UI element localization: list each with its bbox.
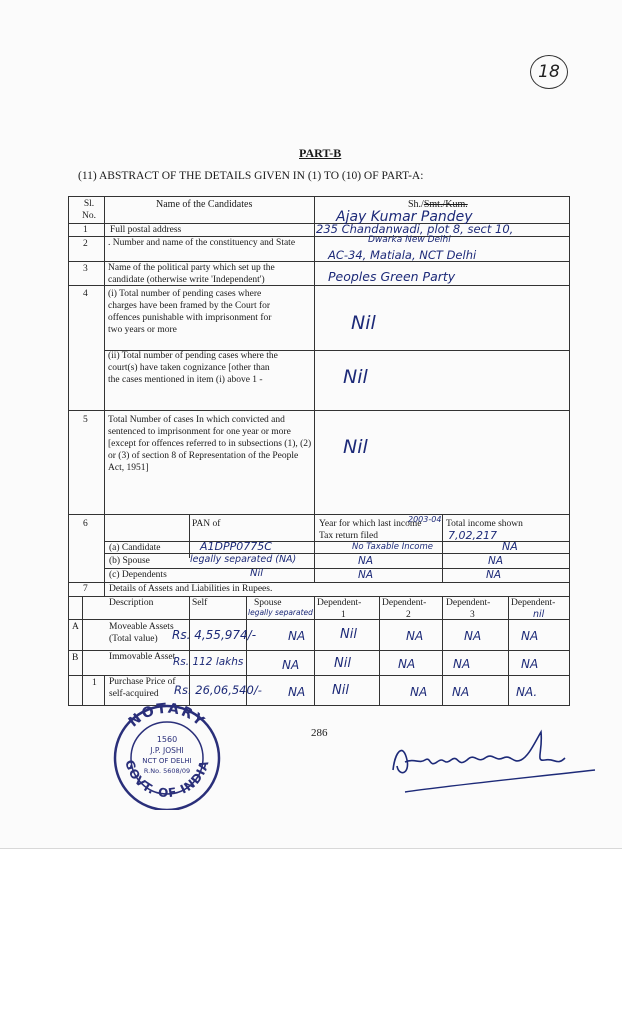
dependent-3-header: Dependent- 3 bbox=[446, 598, 491, 620]
moveable-assets-label: Moveable Assets (Total value) bbox=[109, 622, 174, 644]
purchase-dep2: NA bbox=[410, 685, 428, 699]
year-return-handwritten: 2003-04 bbox=[408, 515, 442, 524]
spouse-year: NA bbox=[358, 555, 374, 567]
assets-liabilities-label: Details of Assets and Liabilities in Rupees. bbox=[109, 584, 273, 594]
dependents-label: (c) Dependents bbox=[109, 570, 167, 580]
immovable-dep4: NA bbox=[521, 657, 539, 671]
notary-stamp bbox=[108, 700, 226, 810]
candidate-pan: A1DPP0775C bbox=[200, 540, 272, 553]
moveable-dep1: Nil bbox=[340, 627, 357, 642]
moveable-dep4: NA bbox=[521, 629, 539, 643]
postal-address-value: 235 Chandanwadi, plot 8, sect 10, bbox=[316, 222, 514, 236]
stamp-number: 1560 bbox=[156, 735, 178, 744]
spouse-header-note: legally separated bbox=[248, 608, 313, 617]
spouse-income: NA bbox=[488, 555, 504, 567]
row-b1-number: 1 bbox=[92, 678, 97, 688]
constituency-label: . Number and name of the constituency and State bbox=[108, 238, 296, 248]
candidate-label: (a) Candidate bbox=[109, 543, 161, 553]
title-header: Sh./Smt./Kum. bbox=[408, 199, 468, 210]
pan-header: PAN of bbox=[192, 519, 221, 529]
immovable-dep2: NA bbox=[398, 657, 416, 671]
purchase-spouse: NA bbox=[288, 685, 306, 699]
purchase-price-label: Purchase Price of self-acquired bbox=[109, 677, 176, 699]
purchase-dep4: NA. bbox=[516, 685, 538, 699]
total-income-handwritten: 7,02,217 bbox=[448, 529, 497, 542]
row-7-number: 7 bbox=[83, 584, 88, 594]
candidate-year: No Taxable Income bbox=[352, 542, 433, 552]
full-postal-address-label: Full postal address bbox=[110, 225, 182, 235]
stamp-line-2: NCT OF DELHI bbox=[142, 757, 192, 765]
stamp-bottom-text: GOVT. OF INDIA bbox=[122, 758, 212, 801]
page-mark: 18 bbox=[530, 55, 568, 89]
description-header: Description bbox=[109, 598, 154, 608]
moveable-dep2: NA bbox=[406, 629, 424, 643]
pending-cases-i-value: Nil bbox=[351, 312, 376, 334]
moveable-dep3: NA bbox=[464, 629, 482, 643]
year-return-header: Year for which last income Tax return filed bbox=[319, 519, 422, 541]
row-4-number: 4 bbox=[83, 289, 88, 299]
stamp-line-3: R.No. 5608/09 bbox=[143, 767, 191, 775]
part-title: PART-B bbox=[299, 146, 342, 160]
spouse-pan: legally separated (NA) bbox=[190, 554, 297, 565]
row-5-number: 5 bbox=[83, 415, 88, 425]
candidate-income: NA bbox=[502, 540, 518, 553]
stamp-line-1: J.P. JOSHI bbox=[150, 746, 184, 755]
moveable-self: Rs. 4,55,974/- bbox=[172, 628, 257, 642]
pending-cases-ii-label: (ii) Total number of pending cases where the court(s) have taken cognizance [other than the cases mentioned in item (i) above 1 - bbox=[108, 351, 278, 385]
party-value: Peoples Green Party bbox=[328, 269, 456, 284]
pending-cases-ii-value: Nil bbox=[343, 366, 368, 388]
immovable-spouse: NA bbox=[282, 658, 300, 672]
dependents-income: NA bbox=[486, 569, 502, 581]
purchase-dep3: NA bbox=[452, 685, 470, 699]
row-1-number: 1 bbox=[83, 225, 88, 235]
immovable-dep3: NA bbox=[453, 657, 471, 671]
dependent-1-header: Dependent- 1 bbox=[317, 598, 362, 620]
signature bbox=[385, 722, 600, 802]
section-heading: (11) ABSTRACT OF THE DETAILS GIVEN IN (1) TO (10) OF PART-A: bbox=[78, 170, 424, 182]
stamp-top-text: NOTARY bbox=[125, 700, 209, 731]
immovable-self: Rs. 112 lakhs bbox=[173, 656, 244, 668]
immovable-asset-label: Immovable Asset bbox=[109, 652, 176, 662]
row-3-number: 3 bbox=[83, 264, 88, 274]
candidate-name: Ajay Kumar Pandey bbox=[336, 209, 473, 225]
pending-cases-i-label: (i) Total number of pending cases where charges have been framed by the Court for offences punishable with imprisonment for two years or more bbox=[108, 289, 272, 335]
row-b-letter: B bbox=[72, 653, 79, 663]
name-of-candidates-header: Name of the Candidates bbox=[156, 199, 253, 210]
row-2-number: 2 bbox=[83, 239, 88, 249]
dependent-4-header: Dependent- nil bbox=[511, 598, 556, 620]
self-header: Self bbox=[192, 598, 208, 608]
spouse-header: Spouse bbox=[254, 598, 282, 608]
convicted-cases-value: Nil bbox=[343, 436, 368, 458]
page-number: 286 bbox=[311, 727, 328, 739]
dependents-year: NA bbox=[358, 569, 374, 581]
dependents-pan: Nil bbox=[250, 568, 264, 579]
party-label: Name of the political party which set up the candidate (otherwise write 'Independent') bbox=[108, 263, 275, 285]
purchase-self: Rs. 26,06,540/- bbox=[174, 683, 262, 697]
postal-address-continued: Dwarka New Delhi bbox=[368, 235, 451, 245]
immovable-dep1: Nil bbox=[334, 656, 351, 671]
spouse-label: (b) Spouse bbox=[109, 556, 150, 566]
moveable-spouse: NA bbox=[288, 629, 306, 643]
convicted-cases-label: Total Number of cases In which convicted and sentenced to imprisonment for one year or more [except for offences referred to in subsections (1), (2) or (3) of section 8 of Representation of the People Act, 1951] bbox=[108, 415, 312, 473]
abstract-table bbox=[68, 196, 570, 706]
row-6-number: 6 bbox=[83, 519, 88, 529]
sl-no-header: Sl. No. bbox=[82, 199, 96, 221]
total-income-header: Total income shown bbox=[446, 519, 523, 529]
constituency-value: AC-34, Matiala, NCT Delhi bbox=[328, 248, 477, 262]
row-a-letter: A bbox=[72, 622, 79, 632]
purchase-dep1: Nil bbox=[332, 683, 349, 698]
dependent-2-header: Dependent- 2 bbox=[382, 598, 427, 620]
